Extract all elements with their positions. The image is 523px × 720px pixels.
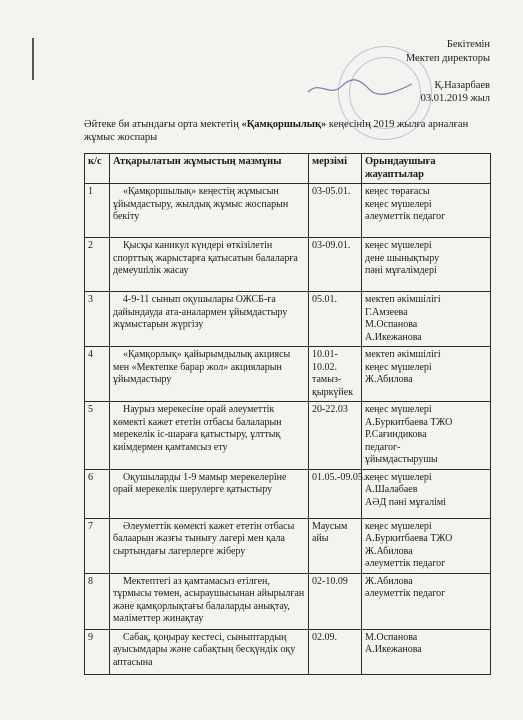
responsible-person: Ж.Абилова <box>365 575 413 587</box>
row-number: 2 <box>85 238 110 292</box>
title-prefix: Әйтеке би атындағы орта мектетің <box>84 119 242 130</box>
responsible-person: ұйымдастырушы <box>365 454 438 465</box>
header-num: к/с <box>85 154 110 184</box>
approval-title: Бекітемін <box>446 39 490 50</box>
table-row <box>85 402 491 470</box>
row-date: 20-22.03 <box>309 402 362 470</box>
table-header-row <box>85 154 491 184</box>
responsible-person: Р.Сағиндикова <box>365 429 427 440</box>
table-row <box>85 238 491 292</box>
responsible-person: Ж.Абилова <box>365 374 413 385</box>
row-activity: Әлеуметтік көмекті кажет ететін отбасы балаарын жазғы тынығу лагері мен қала сыртындағы лагерлерге жіберу <box>110 518 309 573</box>
responsible-person: әлеуметтік педагог <box>365 588 446 599</box>
approval-block <box>300 38 490 106</box>
table-row <box>85 629 491 674</box>
responsible-person: кеңес мүшелері <box>365 404 432 415</box>
responsible-person: пәні мұғалімдері <box>365 265 437 276</box>
row-activity: «Қамқорлық» қайырымдылық акциясы мен «Мектепке барар жол» акцияларын ұйымдастыру <box>110 347 309 402</box>
row-number: 9 <box>85 629 110 674</box>
approval-name: Қ.Назарбаев <box>434 79 490 91</box>
row-number: 8 <box>85 573 110 629</box>
row-date: 03-05.01. <box>309 184 362 238</box>
row-responsible <box>362 469 491 518</box>
row-activity: Қысқы каникул күндері өткізілетін спорттық жарыстарға қатысатын балаларға демеушілік жасау <box>110 238 309 292</box>
row-responsible <box>362 238 491 292</box>
responsible-person: А.Икежанова <box>365 644 422 655</box>
table-row <box>85 347 491 402</box>
row-responsible <box>362 184 491 238</box>
row-date: 02-10.09 <box>309 573 362 629</box>
row-activity: Наурыз мерекесіне орай әлеуметтік көмекті кажет ететін отбасы балаларын мерекелік іс-шараға қатыстыру, ұлттық киімдермен қамтамсыз ету <box>110 402 309 470</box>
row-activity: «Қамқоршылық» кеңестің жұмысын ұйымдастыру, жылдық жұмыс жоспарын бекіту <box>110 184 309 238</box>
responsible-person: АӘД пәні мұғалімі <box>365 496 447 508</box>
row-date: 02.09. <box>309 629 362 674</box>
header-date: мерзімі <box>309 154 362 184</box>
document-title <box>84 118 484 144</box>
responsible-person: кеңес мүшелері <box>365 520 432 532</box>
responsible-person: кеңес мүшелері <box>365 471 432 483</box>
approval-position: Мектеп директоры <box>405 52 490 64</box>
approval-date: 03.01.2019 жыл <box>420 93 490 104</box>
margin-mark <box>32 38 34 80</box>
row-responsible <box>362 629 491 674</box>
row-activity: Мектептегі аз қамтамасыз етілген, тұрмысы төмен, асыраушысынан айырылған және қамқорлықтағы балаларды анықтау, мәліметтер жинақтау <box>110 573 309 629</box>
header-activity: Атқарылатын жұмыстың мазмұны <box>110 154 309 184</box>
row-number: 1 <box>85 184 110 238</box>
row-number: 6 <box>85 469 110 518</box>
responsible-person: кеңес мүшелері <box>365 240 432 251</box>
header-responsible: Орындаушыға жауаптылар <box>362 154 491 184</box>
responsible-person: әлеуметтік педагог <box>365 211 446 222</box>
responsible-person: мектеп әкімшілігі <box>365 294 441 305</box>
row-number: 3 <box>85 292 110 347</box>
responsible-person: әлеуметтік педагог <box>365 558 446 569</box>
responsible-person: М.Оспанова <box>365 631 418 643</box>
responsible-person: педагог- <box>365 441 401 453</box>
row-responsible <box>362 292 491 347</box>
table-row <box>85 292 491 347</box>
responsible-person: кеңес мүшелері <box>365 361 432 373</box>
row-responsible <box>362 573 491 629</box>
responsible-person: кеңес мүшелері <box>365 198 432 210</box>
responsible-person: А.Икежанова <box>365 331 422 343</box>
row-responsible <box>362 347 491 402</box>
responsible-person: кеңес төрағасы <box>365 186 430 197</box>
row-activity: Оқушыларды 1-9 мамыр мерекелеріне орай мерекелік шерулерге қатыстыру <box>110 469 309 518</box>
responsible-person: мектеп әкімшілігі <box>365 349 441 360</box>
table-row <box>85 518 491 573</box>
row-number: 4 <box>85 347 110 402</box>
table-body <box>85 184 491 675</box>
responsible-person: М.Оспанова <box>365 319 418 330</box>
row-responsible <box>362 402 491 470</box>
responsible-person: А.Буркитбаева ТЖО <box>365 416 453 428</box>
row-date: Маусым айы <box>309 518 362 573</box>
responsible-person: Ж.Абилова <box>365 545 413 557</box>
row-number: 5 <box>85 402 110 470</box>
row-date: 10.01-10.02. тамыз-қыркүйек <box>309 347 362 402</box>
table-row <box>85 573 491 629</box>
row-number: 7 <box>85 518 110 573</box>
row-date: 05.01. <box>309 292 362 347</box>
row-date: 03-09.01. <box>309 238 362 292</box>
responsible-person: Г.Амзеева <box>365 306 408 318</box>
row-activity: Сабақ, қоңырау кестесі, сыныптардың ауысымдары және сабақтың бесқүндік оқу аптасына <box>110 629 309 674</box>
row-responsible <box>362 518 491 573</box>
row-activity: 4-9-11 сынып оқушылары ОЖСБ-ға дайындауда ата-аналармен ұйымдастыру жұмыстарын жүргізу <box>110 292 309 347</box>
responsible-person: А.Шалабаев <box>365 484 418 495</box>
table-row <box>85 469 491 518</box>
work-plan-table <box>84 153 491 675</box>
table-row <box>85 184 491 238</box>
responsible-person: А.Буркитбаева ТЖО <box>365 533 453 544</box>
row-date: 01.05.-09.05. <box>309 469 362 518</box>
title-suffix: кеңесінің 2019 жылға арналған жұмыс жоспары <box>84 119 469 143</box>
signature-line <box>300 65 490 79</box>
title-bold: «Қамқоршылық» <box>241 119 327 130</box>
responsible-person: дене шынықтыру <box>365 252 440 264</box>
